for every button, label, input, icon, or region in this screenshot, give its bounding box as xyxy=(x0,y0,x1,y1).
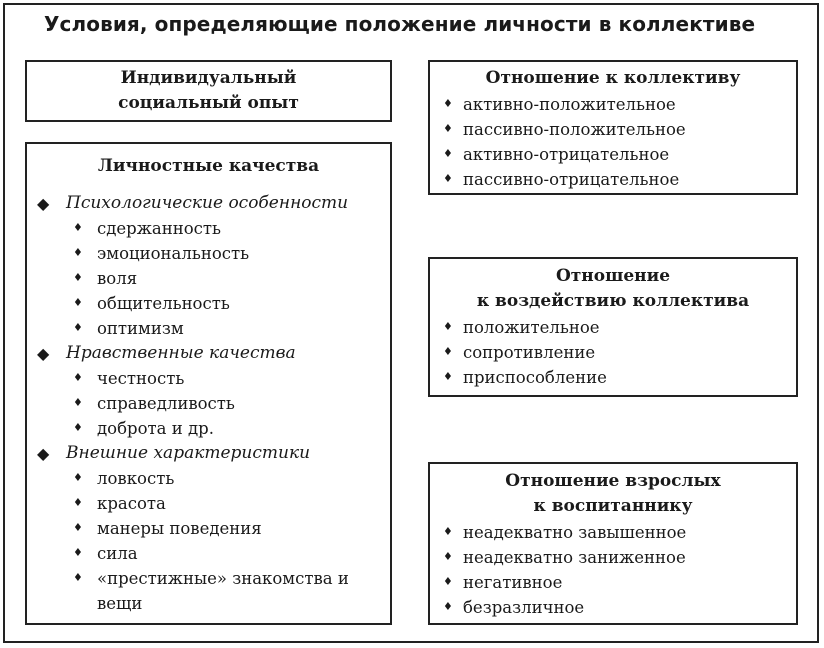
category-label: ◆ Внешние характеристики xyxy=(27,441,390,466)
individual-experience-box xyxy=(25,60,392,122)
list-item: ♦ справедливость xyxy=(27,391,390,416)
list-item: ♦ негативное xyxy=(430,570,796,595)
category-moral xyxy=(27,341,390,441)
personal-qualities-heading: Личностные качества xyxy=(97,156,320,176)
list-item: ♦ сдержанность xyxy=(27,216,390,241)
list-item: ♦ воля xyxy=(27,266,390,291)
list-item: ♦ красота xyxy=(27,491,390,516)
attitude-collective-box xyxy=(428,60,798,195)
list-item: ♦ сопротивление xyxy=(430,340,796,365)
list-item: ♦ неадекватно заниженное xyxy=(430,545,796,570)
attitude-influence-box xyxy=(428,257,798,397)
list-item: ♦ неадекватно завышенное xyxy=(430,520,796,545)
list-item: ♦ активно-отрицательное xyxy=(430,142,796,167)
attitude-collective-heading: Отношение к коллективу xyxy=(485,68,741,88)
list-item: ♦ оптимизм xyxy=(27,316,390,341)
adults-attitude-line2: к воспитаннику xyxy=(533,496,693,516)
attitude-influence-line1: Отношение xyxy=(555,266,671,286)
category-external xyxy=(27,441,390,616)
individual-experience-line1: Индивидуальный xyxy=(120,68,297,88)
list-item: ♦ «престижные» знакомства и вещи xyxy=(27,566,397,616)
list-item: ♦ ловкость xyxy=(27,466,390,491)
list-item: ♦ общительность xyxy=(27,291,390,316)
list-item: ♦ манеры поведения xyxy=(27,516,390,541)
list-item: ♦ приспособление xyxy=(430,365,796,390)
attitude-influence-line2: к воздействию коллектива xyxy=(476,291,750,311)
list-item: ♦ пассивно-положительное xyxy=(430,117,796,142)
category-label: ◆ Нравственные качества xyxy=(27,341,390,366)
individual-experience-line2: социальный опыт xyxy=(118,93,299,113)
list-item: ♦ пассивно-отрицательное xyxy=(430,167,796,192)
list-item: ♦ активно-положительное xyxy=(430,92,796,117)
list-item: ♦ доброта и др. xyxy=(27,416,390,441)
list-item: ♦ эмоциональность xyxy=(27,241,390,266)
page-title: Условия, определяющие положение личности в коллективе xyxy=(44,12,756,36)
personal-qualities-box xyxy=(25,142,392,625)
adults-attitude-line1: Отношение взрослых xyxy=(505,471,721,491)
list-item: ♦ положительное xyxy=(430,315,796,340)
list-item: ♦ сила xyxy=(27,541,390,566)
category-label: ◆ Психологические особенности xyxy=(27,191,390,216)
list-item: ♦ честность xyxy=(27,366,390,391)
adults-attitude-box xyxy=(428,462,798,625)
list-item: ♦ безразличное xyxy=(430,595,796,620)
category-psychological xyxy=(27,191,390,341)
